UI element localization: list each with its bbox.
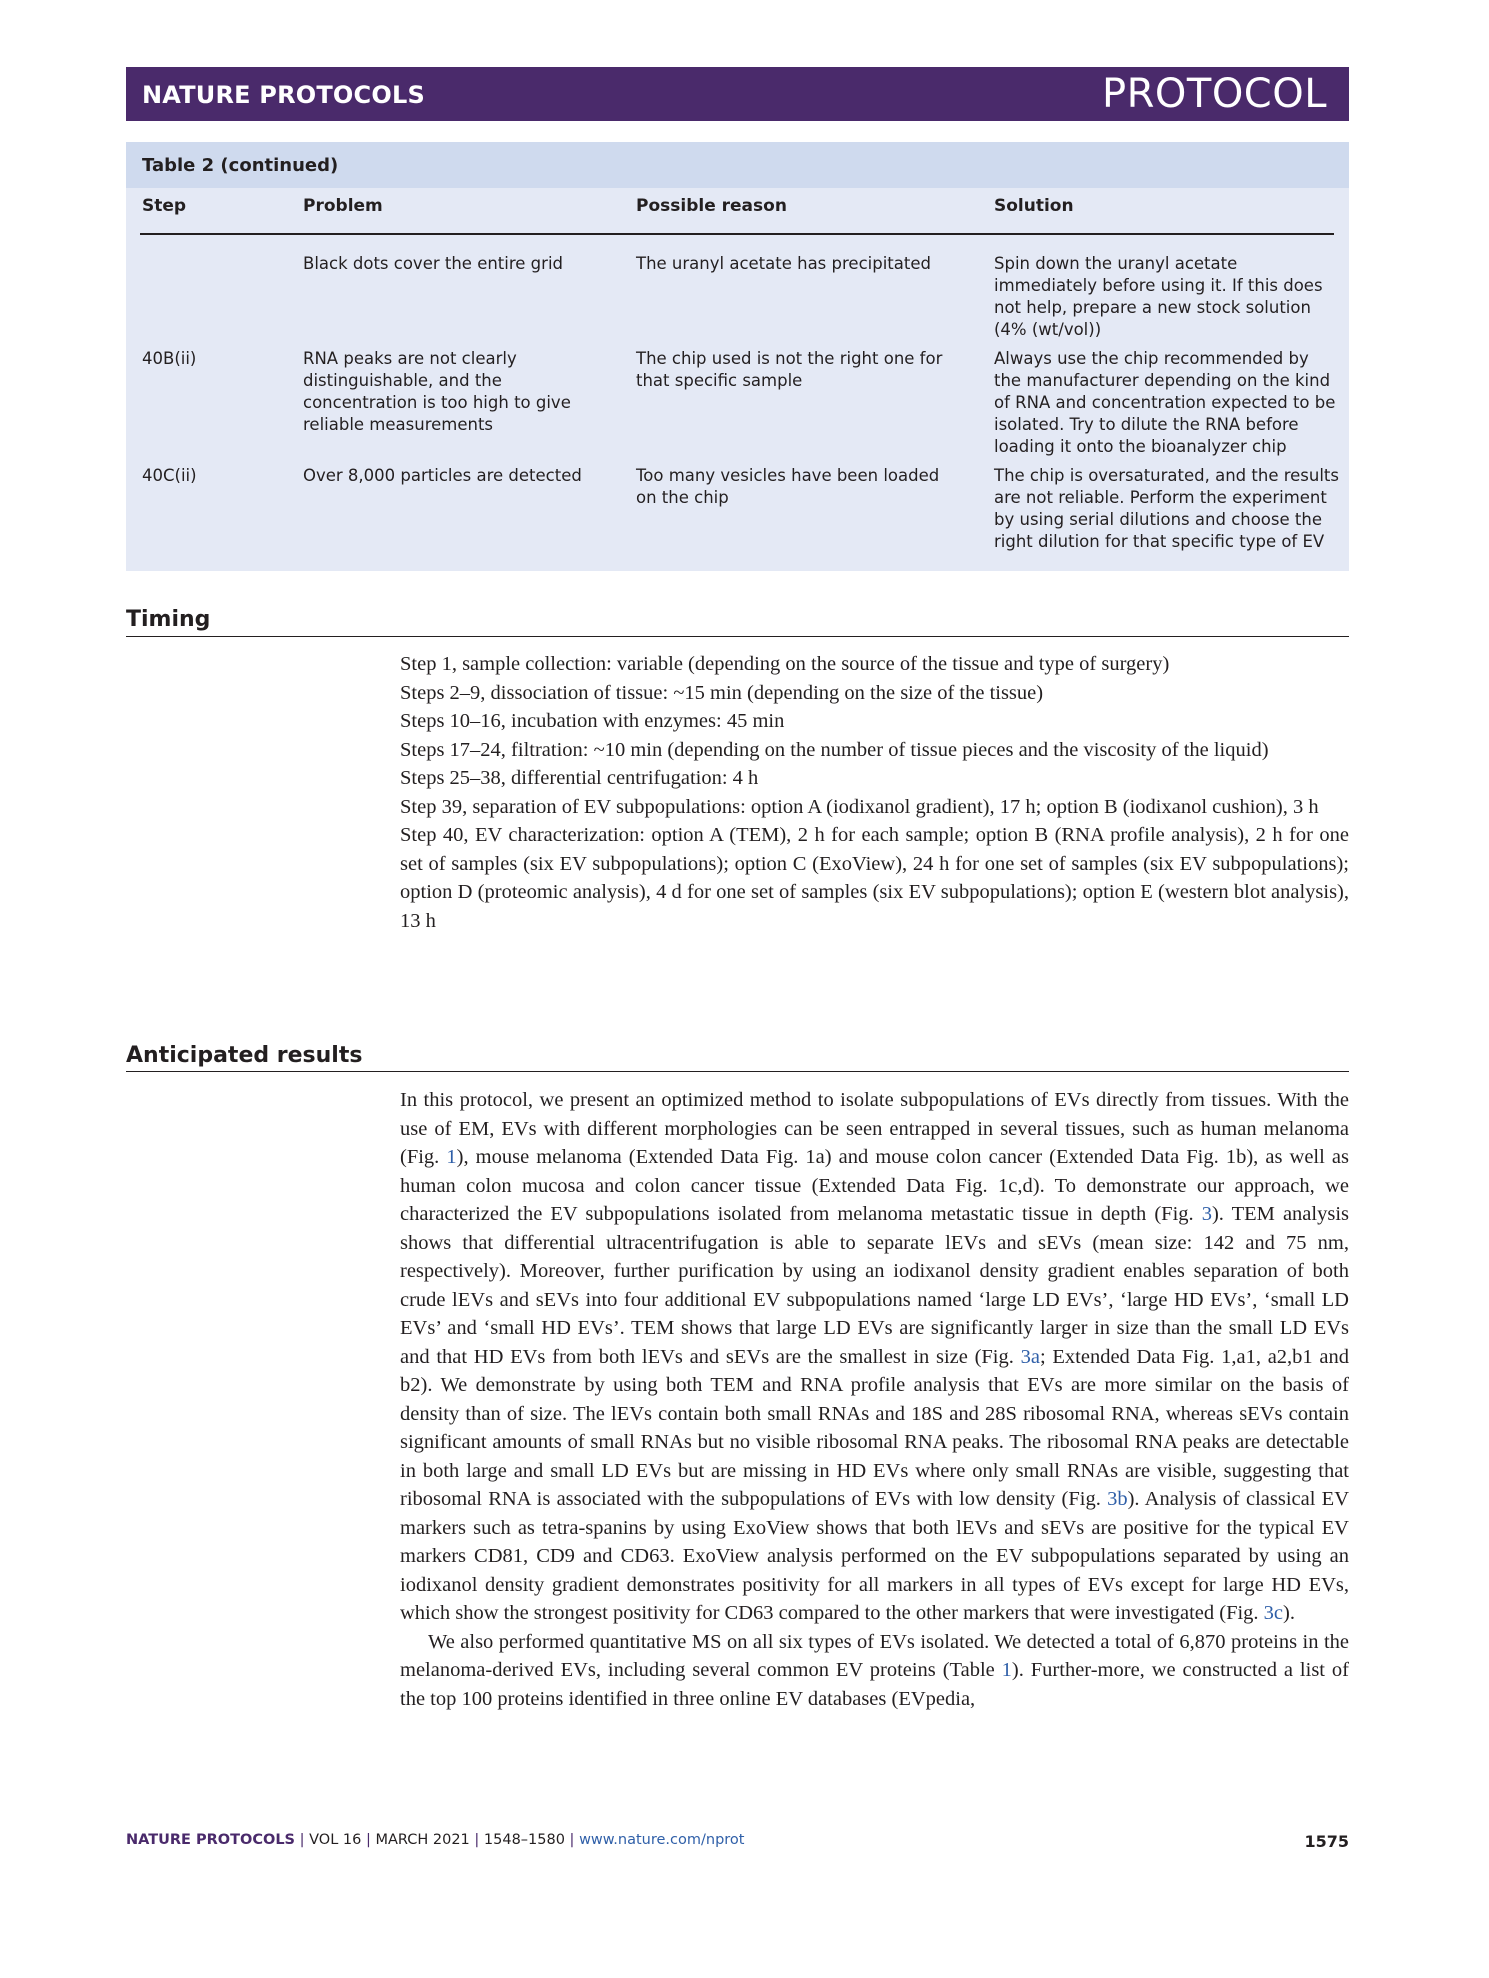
timing-line: Steps 10–16, incubation with enzymes: 45 min bbox=[400, 710, 785, 732]
anticipated-results-body bbox=[400, 1086, 1349, 1713]
table-caption: Table 2 (continued) bbox=[142, 155, 339, 176]
timing-line: Step 40, EV characterization: option A (TEM), 2 h for each sample; option B (RNA profile analysis), 2 h for one set of samples (six EV subpopulations); option C (ExoView), 24 h for one set of samples (six EV subpopulations); option D (proteomic analysis), 4 d for one set of samples (six EV subpopulations); option E (western blot analysis), 13 h bbox=[400, 824, 1349, 932]
anticipated-results-heading: Anticipated results bbox=[126, 1043, 363, 1068]
header-bar bbox=[126, 67, 1349, 121]
column-header-problem: Problem bbox=[303, 196, 383, 216]
cell-reason: Too many vesicles have been loaded on the chip bbox=[636, 466, 940, 507]
table-caption-band bbox=[126, 142, 1349, 188]
cell-problem: Black dots cover the entire grid bbox=[303, 254, 563, 273]
figure-link[interactable]: 3a bbox=[1020, 1345, 1040, 1368]
footer-volume: VOL 16 bbox=[309, 1832, 362, 1848]
cell-problem: Over 8,000 particles are detected bbox=[303, 466, 582, 485]
journal-name: NATURE PROTOCOLS bbox=[142, 81, 425, 109]
column-header-reason: Possible reason bbox=[636, 196, 787, 216]
section-rule bbox=[126, 1071, 1349, 1072]
cell-step: 40B(ii) bbox=[142, 349, 197, 368]
figure-link[interactable]: 3c bbox=[1263, 1602, 1284, 1624]
page-footer: NATURE PROTOCOLS | VOL 16 | MARCH 2021 | 1548–1580 | www.nature.com/nprot 1575 bbox=[126, 1832, 1349, 1851]
troubleshooting-table bbox=[126, 142, 1349, 571]
figure-link[interactable]: 3 bbox=[1201, 1203, 1212, 1225]
figure-link[interactable]: 3b bbox=[1107, 1488, 1128, 1510]
footer-journal: NATURE PROTOCOLS bbox=[126, 1832, 296, 1848]
section-rule bbox=[126, 636, 1349, 637]
cell-step: 40C(ii) bbox=[142, 466, 197, 485]
cell-solution: Spin down the uranyl acetate immediately before using it. If this does not help, prepare a new stock solution (4% (wt/vol)) bbox=[994, 254, 1323, 339]
article-type: PROTOCOL bbox=[1101, 71, 1327, 117]
footer-date: MARCH 2021 bbox=[375, 1832, 470, 1848]
timing-line: Steps 25–38, differential centrifugation: 4 h bbox=[400, 767, 759, 789]
footer-url-link[interactable]: www.nature.com/nprot bbox=[579, 1832, 745, 1848]
column-header-step: Step bbox=[142, 196, 187, 216]
cell-solution: The chip is oversaturated, and the results are not reliable. Perform the experiment by using serial dilutions and choose the right dilution for that specific type of EV bbox=[994, 466, 1339, 551]
timing-line: Steps 2–9, dissociation of tissue: ~15 min (depending on the size of the tissue) bbox=[400, 681, 1044, 704]
cell-reason: The chip used is not the right one for that specific sample bbox=[636, 349, 943, 390]
figure-link[interactable]: 1 bbox=[446, 1146, 457, 1168]
body-paragraph: We also performed quantitative MS on all six types of EVs isolated. We detected a total of 6,870 proteins in the melanoma-derived EVs, including several common EV proteins (Table 1). Further-more, we constructed a list of the top 100 proteins identified in three online EV databases (EVpedia, bbox=[400, 1630, 1349, 1710]
cell-solution: Always use the chip recommended by the manufacturer depending on the kind of RNA and concentration expected to be isolated. Try to dilute the RNA before loading it onto the bioanalyzer chip bbox=[994, 349, 1336, 456]
column-header-solution: Solution bbox=[994, 196, 1074, 216]
page-number: 1575 bbox=[1304, 1832, 1349, 1851]
timing-heading: Timing bbox=[126, 607, 211, 632]
table-link[interactable]: 1 bbox=[1001, 1659, 1012, 1681]
timing-list bbox=[400, 650, 1349, 935]
timing-line: Step 39, separation of EV subpopulations: option A (iodixanol gradient), 17 h; option B (iodixanol cushion), 3 h bbox=[400, 795, 1319, 818]
cell-reason: The uranyl acetate has precipitated bbox=[636, 254, 931, 273]
footer-pages: 1548–1580 bbox=[483, 1832, 565, 1848]
cell-problem: RNA peaks are not clearly distinguishable, and the concentration is too high to give reliable measurements bbox=[303, 349, 571, 434]
header-rule bbox=[140, 233, 1334, 235]
timing-line: Steps 17–24, filtration: ~10 min (depending on the number of tissue pieces and the viscosity of the liquid) bbox=[400, 738, 1269, 761]
timing-line: Step 1, sample collection: variable (depending on the source of the tissue and type of surgery) bbox=[400, 653, 1170, 675]
body-paragraph: In this protocol, we present an optimized method to isolate subpopulations of EVs directly from tissues. With the use of EM, EVs with different morphologies can be seen entrapped in several tissues, such as human melanoma (Fig. 1), mouse melanoma (Extended Data Fig. 1a) and mouse colon cancer (Extended Data Fig. 1b), as well as human colon mucosa and colon cancer tissue (Extended Data Fig. 1c,d). To demonstrate our approach, we characterized the EV subpopulations isolated from melanoma metastatic tissue in depth (Fig. 3). TEM analysis shows that differential ultracentrifugation is able to separate lEVs and sEVs (mean size: 142 and 75 nm, respectively). Moreover, further purification by using an iodixanol density gradient enables separation of both crude lEVs and sEVs into four additional EV subpopulations named ‘large LD EVs’, ‘large HD EVs’, ‘small LD EVs’ and ‘small HD EVs’. TEM shows that large LD EVs are significantly larger in size than the small LD EVs and that HD EVs from both lEVs and sEVs are the smallest in size (Fig. 3a; Extended Data Fig. 1,a1, a2,b1 and b2). We demonstrate by using both TEM and RNA profile analysis that EVs are more similar on the basis of density than of size. The lEVs contain both small RNAs and 18S and 28S ribosomal RNA, whereas sEVs contain significant amounts of small RNAs but no visible ribosomal RNA peaks. The ribosomal RNA peaks are detectable in both large and small LD EVs but are missing in HD EVs where only small RNAs are visible, suggesting that ribosomal RNA is associated with the subpopulations of EVs with low density (Fig. 3b). Analysis of classical EV markers such as tetra-spanins by using ExoView shows that both lEVs and sEVs are positive for the typical EV markers CD81, CD9 and CD63. ExoView analysis performed on the EV subpopulations separated by using an iodixanol density gradient demonstrates positivity for all markers in all types of EVs except for large HD EVs, which show the strongest positivity for CD63 compared to the other markers that were investigated (Fig. 3c). bbox=[400, 1089, 1350, 1624]
